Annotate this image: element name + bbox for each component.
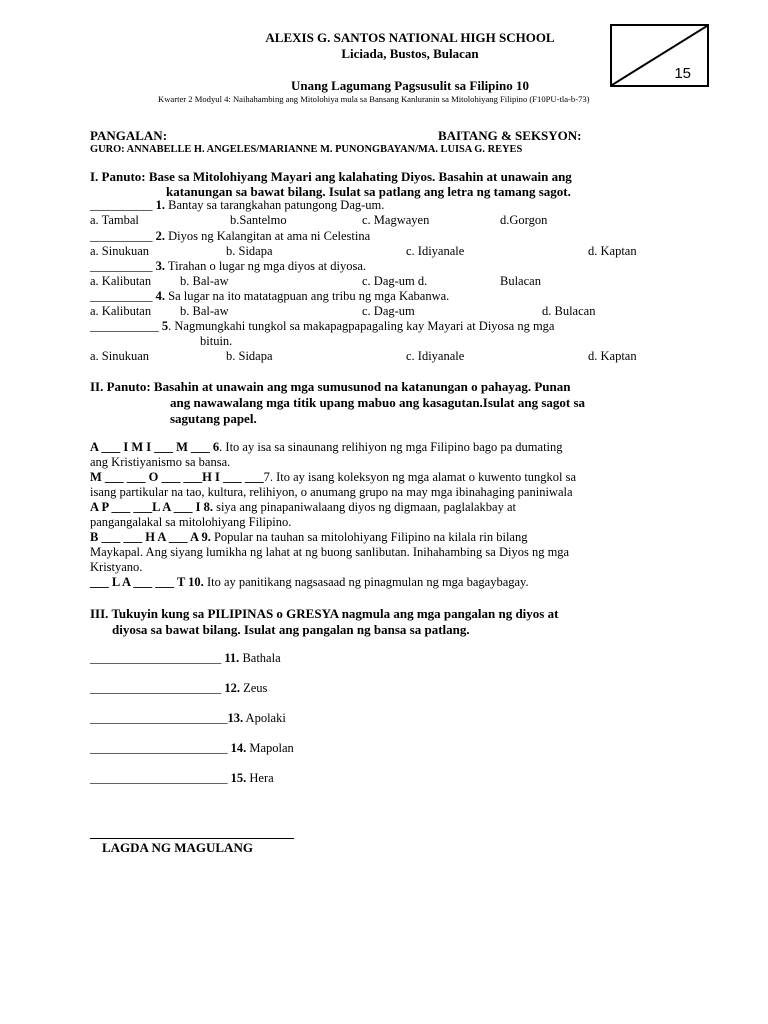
choice-b: b. Sidapa	[226, 349, 273, 363]
choice-c: c. Idiyanale	[406, 349, 465, 363]
part1-instruction-2: katanungan sa bawat bilang. Isulat sa patlang ang letra ng tamang sagot.	[166, 184, 571, 199]
item-6	[90, 440, 563, 455]
choice-d: d. Kaptan	[588, 244, 637, 258]
part2-instruction-3: sagutang papel.	[170, 411, 257, 426]
choice-a: a. Kalibutan	[90, 274, 152, 288]
choice-d: d.Gorgon	[500, 213, 548, 227]
part3-instruction-1: III. Tukuyin kung sa PILIPINAS o GRESYA nagmula ang mga pangalan ng diyos at	[90, 606, 559, 621]
answer-blank[interactable]: __________	[90, 289, 153, 303]
item-number: 7	[263, 470, 270, 484]
question-3	[90, 259, 366, 274]
answer-blank[interactable]: __________	[90, 229, 153, 243]
teachers-line: GURO: ANNABELLE H. ANGELES/MARIANNE M. PUNONGBAYAN/MA. LUISA G. REYES	[90, 144, 523, 155]
choice-b: b. Sidapa	[226, 244, 273, 258]
question-text: Bantay sa tarangkahan patungong Dag-um.	[165, 198, 385, 212]
question-number: 3.	[155, 259, 165, 273]
item-13	[90, 711, 286, 726]
deity-name: Mapolan	[246, 741, 294, 755]
answer-blank[interactable]: ______________________	[90, 771, 228, 785]
item-text: . Ito ay isang koleksyon ng mga alamat o kuwento tungkol sa	[269, 470, 577, 484]
score-box	[610, 24, 709, 87]
item-7	[90, 470, 576, 485]
question-2	[90, 229, 370, 244]
question-text: Sa lugar na ito matatagpuan ang tribu ng mga Kabanwa.	[165, 289, 450, 303]
item-6-cont: ang Kristiyanismo sa bansa.	[90, 455, 231, 469]
choice-b: b. Bal-aw	[180, 304, 229, 318]
part1-instruction-1: I. Panuto: Base sa Mitolohiyang Mayari ang kalahating Diyos. Basahin at unawain ang	[90, 169, 572, 184]
missing-letters-word[interactable]: ___ L A ___ ___ T 10.	[90, 575, 204, 589]
item-9-cont2: Kristyano.	[90, 560, 143, 574]
item-text: . Ito ay isa sa sinaunang relihiyon ng mga Filipino bago pa dumating	[219, 440, 563, 454]
answer-blank[interactable]: ______________________	[90, 711, 228, 725]
choice-a: a. Sinukuan	[90, 244, 150, 258]
exam-title: Unang Lagumang Pagsusulit sa Filipino 10	[290, 78, 530, 93]
item-text: Ito ay panitikang nagsasaad ng pinagmulan ng mga bagaybagay.	[203, 575, 529, 589]
module-line: Kwarter 2 Modyul 4: Naihahambing ang Mitolohiya mula sa Bansang Kanluranin sa Mitolohiyang Filipino (F10PU-tla-b-73)	[158, 94, 590, 104]
question-number: 4.	[155, 289, 165, 303]
item-text: siya ang pinapaniwalaang diyos ng digmaan, paglalakbay at	[212, 500, 516, 514]
school-address: Liciada, Bustos, Bulacan	[341, 46, 479, 61]
score-divider-icon	[612, 26, 707, 85]
answer-blank[interactable]: ___________	[90, 319, 159, 333]
section-label: BAITANG & SEKSYON:	[438, 128, 582, 143]
question-number: 5	[161, 319, 169, 333]
item-15	[90, 771, 274, 786]
answer-blank[interactable]: __________	[90, 259, 153, 273]
item-8	[90, 500, 516, 515]
part3-instruction-2: diyosa sa bawat bilang. Isulat ang pangalan ng bansa sa patlang.	[112, 622, 470, 637]
missing-letters-word[interactable]: A ___ I M I ___ M ___ 6	[90, 440, 220, 454]
question-text: Tirahan o lugar ng mga diyos at diyosa.	[165, 259, 367, 273]
part2-instruction-2: ang nawawalang mga titik upang mabuo ang kasagutan.Isulat ang sagot sa	[170, 395, 586, 410]
item-text: Popular na tauhan sa mitolohiyang Filipino na kilala rin bilang	[210, 530, 528, 544]
item-number: 15.	[230, 771, 247, 785]
deity-name: Hera	[246, 771, 274, 785]
question-4	[90, 289, 449, 304]
answer-blank[interactable]: __________	[90, 198, 153, 212]
choice-c: c. Dag-um	[362, 304, 415, 318]
item-number: 11.	[224, 651, 240, 665]
item-10	[90, 575, 529, 590]
choice-a: a. Sinukuan	[90, 349, 150, 363]
item-14	[90, 741, 294, 756]
missing-letters-word[interactable]: M ___ ___ O ___ ___H I ___ ___	[90, 470, 264, 484]
choice-c: c. Magwayen	[362, 213, 430, 227]
question-1	[90, 198, 384, 213]
choice-a: a. Tambal	[90, 213, 139, 227]
deity-name: Zeus	[240, 681, 268, 695]
answer-blank[interactable]: _____________________	[90, 681, 222, 695]
deity-name: Bathala	[239, 651, 281, 665]
choice-b: b.Santelmo	[230, 213, 287, 227]
item-7-cont: isang partikular na tao, kultura, relihiyon, o anumang grupo na may mga ibinahaging paniniwala	[90, 485, 573, 499]
question-text: . Nagmungkahi tungkol sa makapagpapagaling kay Mayari at Diyosa ng mga	[168, 319, 555, 333]
choice-c: c. Idiyanale	[406, 244, 465, 258]
item-number: 12.	[224, 681, 240, 695]
deity-name: Apolaki	[243, 711, 286, 725]
question-5	[90, 319, 554, 334]
choice-d: d. Bulacan	[542, 304, 596, 318]
choice-d: d. Kaptan	[588, 349, 637, 363]
item-number: 14.	[230, 741, 247, 755]
name-label: PANGALAN:	[90, 128, 168, 143]
question-number: 1.	[155, 198, 165, 212]
item-9	[90, 530, 527, 545]
answer-blank[interactable]: _____________________	[90, 651, 222, 665]
choice-a: a. Kalibutan	[90, 304, 152, 318]
missing-letters-word[interactable]: A P ___ ___L A ___ I 8.	[90, 500, 213, 514]
answer-blank[interactable]: ______________________	[90, 741, 228, 755]
question-number: 2.	[155, 229, 165, 243]
item-number: 13.	[227, 711, 244, 725]
school-name: ALEXIS G. SANTOS NATIONAL HIGH SCHOOL	[265, 30, 555, 45]
signature-line[interactable]	[90, 838, 294, 839]
item-9-cont: Maykapal. Ang siyang lumikha ng lahat at ng buong sanlibutan. Inihahambing sa Diyos ng mga	[90, 545, 570, 559]
signature-label: LAGDA NG MAGULANG	[102, 840, 253, 855]
score-total: 15	[674, 65, 691, 82]
question-text-cont: bituin.	[200, 334, 233, 348]
part2-instruction-1: II. Panuto: Basahin at unawain ang mga sumusunod na katanungan o pahayag. Punan	[90, 379, 571, 394]
choice-d: Bulacan	[500, 274, 541, 288]
item-12	[90, 681, 267, 696]
missing-letters-word[interactable]: B ___ ___ H A ___ A 9.	[90, 530, 211, 544]
item-8-cont: pangangalakal sa mitolohiyang Filipino.	[90, 515, 292, 529]
question-text: Diyos ng Kalangitan at ama ni Celestina	[165, 229, 371, 243]
choice-c: c. Dag-um d.	[362, 274, 428, 288]
item-11	[90, 651, 281, 666]
choice-b: b. Bal-aw	[180, 274, 229, 288]
